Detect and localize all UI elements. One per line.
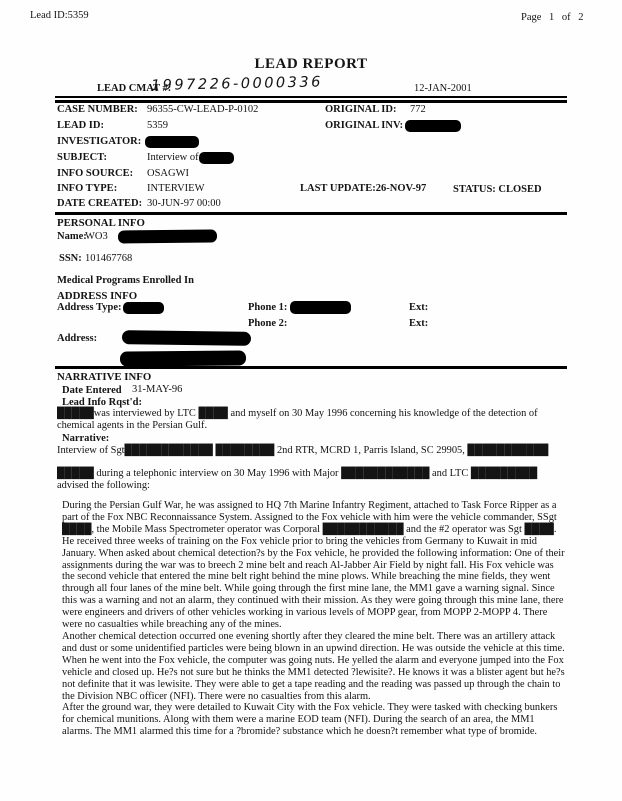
rule-thin bbox=[55, 96, 567, 98]
redaction-bar-address-type bbox=[123, 302, 164, 314]
header-lead-id: Lead ID:5359 bbox=[30, 10, 89, 21]
case-number-value: 96355-CW-LEAD-P-0102 bbox=[147, 104, 259, 115]
status-label: STATUS: CLOSED bbox=[453, 184, 542, 195]
ext2-label: Ext: bbox=[409, 318, 429, 329]
subject-value: Interview of bbox=[147, 152, 199, 163]
medical-programs-label: Medical Programs Enrolled In bbox=[57, 275, 194, 286]
lead-info-text: █████was interviewed by LTC ████ and myself on 30 May 1996 concerning his knowledge of the detection of chemical agents in the Persian Gulf. bbox=[57, 408, 538, 431]
date-created-value: 30-JUN-97 00:00 bbox=[147, 198, 221, 209]
redaction-bar-subject bbox=[199, 152, 234, 164]
original-inv-label: ORIGINAL INV: bbox=[325, 120, 404, 131]
interview-line: Interview of Sgt████████████ ████████ 2nd RTR, MCRD 1, Parris Island, SC 29905, ███████████ bbox=[57, 445, 549, 456]
lead-id-label: LEAD ID: bbox=[57, 120, 104, 131]
narrative-body bbox=[62, 500, 565, 738]
narrative-paragraph-3: After the ground war, they were detailed to Kuwait City with the Fox vehicle. They were tasked with checking bunkers for chemical munitions. Along with them were a marine EOD team (NFI). During the search of an area, the MM1 alarms. The MM1 alarmed this time for a ?bromide? substance which he doesn?t remember what type of bromide. bbox=[62, 702, 558, 738]
header-page-number: Page 1 of 2 bbox=[521, 12, 584, 23]
ext1-label: Ext: bbox=[409, 302, 429, 313]
address-type-label: Address Type: bbox=[57, 302, 122, 313]
name-value-prefix: WO3 bbox=[85, 231, 108, 242]
narrative-paragraph-1: During the Persian Gulf War, he was assigned to HQ 7th Marine Infantry Regiment, attached to Task Force Ripper as a part of the Fox NBC Reconnaissance System. Assigned to the Fox vehicle with him were the vehicle commander, SSgt ████, the Mobile Mass Spectrometer operator was Corporal ███████████ and the #2 operator was Sgt ████. He received three weeks of training on the Fox vehicle prior to bring the vehicles from Germany to Kuwait in mid January. When asked about chemical detection?s by the Fox vehicle, he provided the following information: One of their assignments during the war was to breech 2 mine belt and reach Al-Jabber Air Field by night fall. His Fox vehicle was the second vehicle that entered the mine belt right behind the mine plows. While breaching the mine fields, they went through all four lanes of the mine belt. While going through the first mine lane, the MM1 gave a warning signal. Since this was a warning and not an alarm, they continued with their mission. As they were going through this mine lane, there were engineers and drivers of other vehicles working in various levels of MOPP gear, from MOPP 2-MOPP 4. There were no casualties while breaching any of the mines. bbox=[62, 500, 565, 631]
rule-thick-top bbox=[55, 100, 567, 103]
date-created-label: DATE CREATED: bbox=[57, 198, 143, 209]
redaction-bar-name bbox=[118, 229, 217, 243]
lead-id-value: 5359 bbox=[147, 120, 168, 131]
last-update-label: LAST UPDATE:26-NOV-97 bbox=[300, 183, 427, 194]
redaction-bar-original-inv bbox=[405, 120, 461, 132]
name-label: Name: bbox=[57, 231, 87, 242]
ssn-label: SSN: bbox=[59, 253, 82, 264]
page-title: LEAD REPORT bbox=[254, 56, 368, 72]
address-label: Address: bbox=[57, 333, 98, 344]
address-info-title: ADDRESS INFO bbox=[57, 290, 138, 302]
cmat-label: LEAD CMAT #: bbox=[97, 83, 172, 94]
personal-info-title: PERSONAL INFO bbox=[57, 217, 145, 229]
redaction-bar-phone1 bbox=[290, 301, 351, 314]
investigator-label: INVESTIGATOR: bbox=[57, 136, 142, 147]
original-id-value: 772 bbox=[410, 104, 426, 115]
narrative-label: Narrative: bbox=[62, 433, 110, 444]
ssn-value: 101467768 bbox=[85, 253, 133, 264]
original-id-label: ORIGINAL ID: bbox=[325, 104, 397, 115]
narrative-info-title: NARRATIVE INFO bbox=[57, 371, 152, 383]
cmat-date: 12-JAN-2001 bbox=[414, 83, 472, 94]
date-entered-value: 31-MAY-96 bbox=[132, 384, 183, 395]
info-source-value: OSAGWI bbox=[147, 168, 189, 179]
info-type-value: INTERVIEW bbox=[147, 183, 205, 194]
rule-thick-personal bbox=[55, 212, 567, 215]
phone2-label: Phone 2: bbox=[248, 318, 288, 329]
info-type-label: INFO TYPE: bbox=[57, 183, 118, 194]
cmat-number-handwritten: 1997226-0000336 bbox=[150, 74, 324, 94]
subject-label: SUBJECT: bbox=[57, 152, 107, 163]
lead-info-rqstd-label: Lead Info Rqst'd: bbox=[62, 397, 142, 408]
redaction-bar-address-2 bbox=[120, 350, 246, 366]
phone1-label: Phone 1: bbox=[248, 302, 288, 313]
redaction-bar-address-1 bbox=[122, 330, 251, 346]
narrative-paragraph-2: Another chemical detection occurred one evening shortly after they cleared the mine belt. There was an artillery attack and dust or some unidentified particles were being blown in an upwind direction. He was outside the vehicle at this time. When he went into the Fox vehicle, the computer was going nuts. He yelled the alarm and everyone jumped into the Fox vehicle and closed up. He?s not sure but he thinks the MM1 detected ?lewisite?. He knows it was a blister agent but he?s not definite that it was lewisite. They were able to get a tape reading and the reading was passed up through the chain to the Division NBC officer (NFI). There were no casualties from this alarm. bbox=[62, 630, 565, 702]
telephonic-line: █████ during a telephonic interview on 30 May 1996 with Major ████████████ and LTC █████████ advised the following: bbox=[57, 468, 538, 491]
redaction-bar-investigator bbox=[145, 136, 199, 148]
date-entered-label: Date Entered bbox=[62, 385, 122, 396]
info-source-label: INFO SOURCE: bbox=[57, 168, 134, 179]
rule-thick-narrative bbox=[55, 366, 567, 369]
case-number-label: CASE NUMBER: bbox=[57, 104, 138, 115]
